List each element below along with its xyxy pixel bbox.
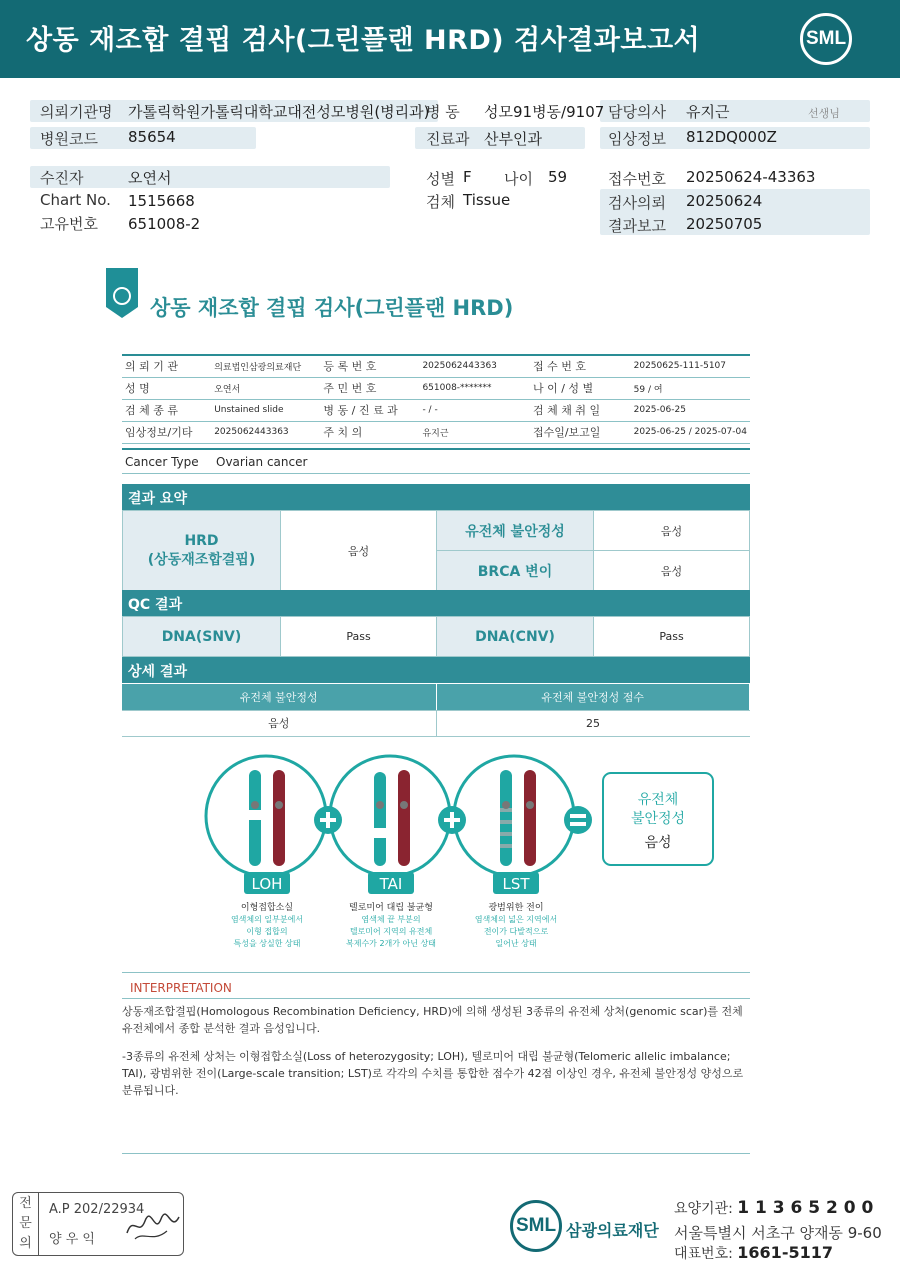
- cancer-type-label: Cancer Type: [125, 455, 199, 469]
- loh-desc: 염색체의 일부분에서: [230, 915, 304, 924]
- detail-value: 음성: [122, 710, 436, 736]
- request-label: 검사의뢰: [608, 194, 666, 212]
- summary-table: [122, 510, 750, 591]
- meta-value: 의료법인삼광의료재단: [211, 355, 320, 377]
- brca-label: BRCA 변이: [437, 551, 594, 591]
- hrd-sub-label: (상동재조합결핍): [147, 551, 256, 568]
- specialist-stamp: [12, 1192, 184, 1256]
- equals-icon: [564, 806, 592, 834]
- meta-key: 접 수 번 호: [530, 355, 631, 377]
- report-value: 20250705: [686, 215, 763, 233]
- stamp-vertical-label: [13, 1193, 39, 1255]
- divider: [122, 1153, 750, 1154]
- result-value: 음성: [644, 835, 672, 851]
- cnv-label: DNA(CNV): [437, 617, 594, 657]
- stamp-char: 의: [19, 1236, 32, 1251]
- footer-sml-logo: SML: [510, 1200, 562, 1252]
- lst-desc: 일어난 상태: [495, 939, 537, 948]
- chromosome-icon: [249, 770, 285, 866]
- chromosome-icon: [374, 770, 410, 866]
- receipt-value: 20250624-43363: [686, 168, 816, 186]
- meta-value: 오연서: [211, 377, 320, 399]
- patient-label: 수진자: [40, 169, 84, 187]
- loh-circle: [206, 756, 326, 876]
- request-value: 20250624: [686, 192, 763, 210]
- meta-key: 성 명: [122, 377, 211, 399]
- patient-value: 오연서: [128, 169, 172, 187]
- loh-desc: 이형 접합의: [246, 927, 288, 936]
- meta-value: 2025-06-25: [631, 399, 750, 421]
- meta-key: 나 이 / 성 별: [530, 377, 631, 399]
- gi-label: 유전체 불안정성: [437, 511, 594, 551]
- detail-value: 25: [436, 710, 750, 736]
- detail-col-header: 유전체 불안정성 점수: [436, 684, 750, 710]
- sex-label: 성별: [426, 170, 455, 188]
- footer-org-name: 삼광의료재단: [566, 1221, 659, 1240]
- footer-address: 서울특별시 서초구 양재동 9-60: [674, 1224, 882, 1242]
- gi-result: 음성: [594, 511, 750, 551]
- tai-tag: TAI: [379, 875, 403, 893]
- meta-value: 20250625-111-5107: [631, 355, 750, 377]
- tai-desc: 염색체 끝 부분의: [361, 915, 421, 924]
- clinical-value: 812DQ000Z: [686, 128, 777, 146]
- meta-value: 2025062443363: [211, 421, 320, 443]
- report-bookmark-icon: [106, 268, 138, 318]
- table-row: [122, 684, 750, 710]
- footer-code-label: 요양기관:: [674, 1201, 733, 1217]
- table-row: [122, 355, 750, 377]
- chart-label: Chart No.: [40, 191, 111, 209]
- doctor-label: 담당의사: [608, 103, 666, 121]
- divider: [122, 998, 750, 999]
- qc-table: [122, 616, 750, 657]
- hospital-code-label: 병원코드: [40, 130, 98, 148]
- receipt-label: 접수번호: [608, 170, 666, 188]
- hospital-code-value: 85654: [128, 128, 176, 146]
- meta-value: - / -: [419, 399, 530, 421]
- tai-desc: 텔로미어 지역의 유전체: [349, 927, 433, 936]
- report-label: 결과보고: [608, 217, 666, 235]
- institution-value: 가톨릭학원가톨릭대학교대전성모병원(병리과): [128, 103, 430, 121]
- report-meta-table: [122, 354, 750, 444]
- sex-value: F: [463, 168, 472, 186]
- stamp-char: 문: [19, 1216, 32, 1231]
- snv-label: DNA(SNV): [123, 617, 281, 657]
- detail-col-header: 유전체 불안정성: [122, 684, 436, 710]
- loh-tag: LOH: [251, 875, 283, 893]
- page-title: 상동 재조합 결핍 검사(그린플랜 HRD) 검사결과보고서: [26, 25, 701, 56]
- interpretation-paragraph: 상동재조합결핍(Homologous Recombination Deficiency, HRD)에 의해 생성된 3종류의 유전체 상처(genomic scar)를 전체 유전체에서 종합 분석한 결과 음성입니다.: [122, 1005, 743, 1035]
- cancer-type-row: [122, 448, 750, 474]
- genomic-scar-diagram: [190, 750, 730, 960]
- lst-desc: 염색체의 넓은 지역에서: [474, 915, 558, 924]
- footer-phone-label: 대표번호:: [674, 1246, 733, 1262]
- clinical-label: 임상정보: [608, 130, 666, 148]
- cancer-type-value: Ovarian cancer: [216, 455, 308, 469]
- table-row: [122, 421, 750, 443]
- lst-circle: [454, 756, 574, 876]
- table-row: [123, 511, 750, 551]
- specimen-value: Tissue: [463, 191, 511, 209]
- cnv-result: Pass: [594, 617, 750, 657]
- table-row: [122, 399, 750, 421]
- hrd-cell: [123, 511, 281, 591]
- meta-key: 등 록 번 호: [320, 355, 419, 377]
- age-value: 59: [548, 168, 568, 186]
- stamp-name: 양 우 익: [49, 1232, 95, 1247]
- meta-key: 임상정보/기타: [122, 421, 211, 443]
- meta-key: 검 체 채 취 일: [530, 399, 631, 421]
- id-value: 651008-2: [128, 215, 201, 233]
- dept-label: 진료과: [426, 130, 470, 148]
- meta-value: Unstained slide: [211, 399, 320, 421]
- doctor-suffix: 선생님: [808, 107, 840, 120]
- result-line1: 유전체: [637, 792, 679, 808]
- meta-key: 주 치 의: [320, 421, 419, 443]
- tai-title: 텔로미어 대립 불균형: [349, 903, 433, 913]
- meta-key: 병 동 / 진 료 과: [320, 399, 419, 421]
- detail-section-title: 상세 결과: [122, 657, 750, 683]
- meta-value: 유지근: [419, 421, 530, 443]
- meta-value: 2025-06-25 / 2025-07-04: [631, 421, 750, 443]
- info-bar: [30, 166, 390, 188]
- interpretation-paragraph: -3종류의 유전체 상처는 이형접합소실(Loss of heterozygosity; LOH), 텔로미어 대립 불균형(Telomeric allelic imbalance; TAI), 광범위한 전이(Large-scale transition; LST)로 각각의 수치를 통합한 점수가 42점 이상인 경우, 유전체 불안정성 양성으로 분류됩니다.: [122, 1050, 744, 1097]
- tai-circle: [330, 756, 450, 876]
- meta-key: 검 체 종 류: [122, 399, 211, 421]
- divider: [122, 972, 750, 973]
- qc-section-title: QC 결과: [122, 590, 750, 616]
- hrd-label: HRD: [184, 532, 219, 549]
- tai-desc: 복제수가 2개가 아닌 상태: [346, 939, 436, 948]
- meta-value: 59 / 여: [631, 377, 750, 399]
- summary-section-title: 결과 요약: [122, 484, 750, 510]
- meta-value: 2025062443363: [419, 355, 530, 377]
- snv-result: Pass: [281, 617, 437, 657]
- report-title: 상동 재조합 결핍 검사(그린플랜 HRD): [150, 296, 514, 320]
- meta-key: 접수일/보고일: [530, 421, 631, 443]
- loh-desc: 특성을 상실한 상태: [233, 939, 301, 948]
- detail-table: [122, 684, 750, 737]
- footer-code: 1 1 3 6 5 2 0 0: [737, 1198, 874, 1218]
- loh-title: 이형접합소실: [240, 903, 294, 913]
- lst-title: 광범위한 전이: [488, 903, 544, 913]
- lst-desc: 전이가 다발적으로: [483, 927, 549, 936]
- doctor-value: 유지근: [686, 103, 730, 121]
- meta-value: 651008-*******: [419, 377, 530, 399]
- ward-value: 성모91병동/9107: [484, 103, 605, 121]
- interpretation-title: INTERPRETATION: [130, 981, 232, 995]
- chromosome-icon: [500, 770, 536, 866]
- table-row: [123, 617, 750, 657]
- age-label: 나이: [504, 170, 533, 188]
- specimen-label: 검체: [426, 193, 455, 211]
- stamp-license: A.P 202/22934: [49, 1202, 145, 1217]
- header-banner: [0, 0, 900, 78]
- dept-value: 산부인과: [484, 130, 542, 148]
- stamp-char: 전: [19, 1196, 32, 1211]
- sml-logo: SML: [800, 13, 852, 65]
- result-line2: 불안정성: [630, 811, 686, 827]
- footer-phone-row: [674, 1243, 833, 1263]
- hrd-result: 음성: [281, 511, 437, 591]
- signature-icon: [123, 1207, 183, 1247]
- table-row: [122, 710, 750, 736]
- brca-result: 음성: [594, 551, 750, 591]
- id-label: 고유번호: [40, 215, 98, 233]
- institution-label: 의뢰기관명: [40, 103, 113, 121]
- table-row: [122, 377, 750, 399]
- ward-label: 병 동: [426, 103, 460, 121]
- meta-key: 의 뢰 기 관: [122, 355, 211, 377]
- lst-tag: LST: [502, 875, 530, 893]
- footer-phone: 1661-5117: [737, 1243, 833, 1262]
- meta-key: 주 민 번 호: [320, 377, 419, 399]
- chart-value: 1515668: [128, 192, 195, 210]
- footer-code-row: [674, 1198, 873, 1218]
